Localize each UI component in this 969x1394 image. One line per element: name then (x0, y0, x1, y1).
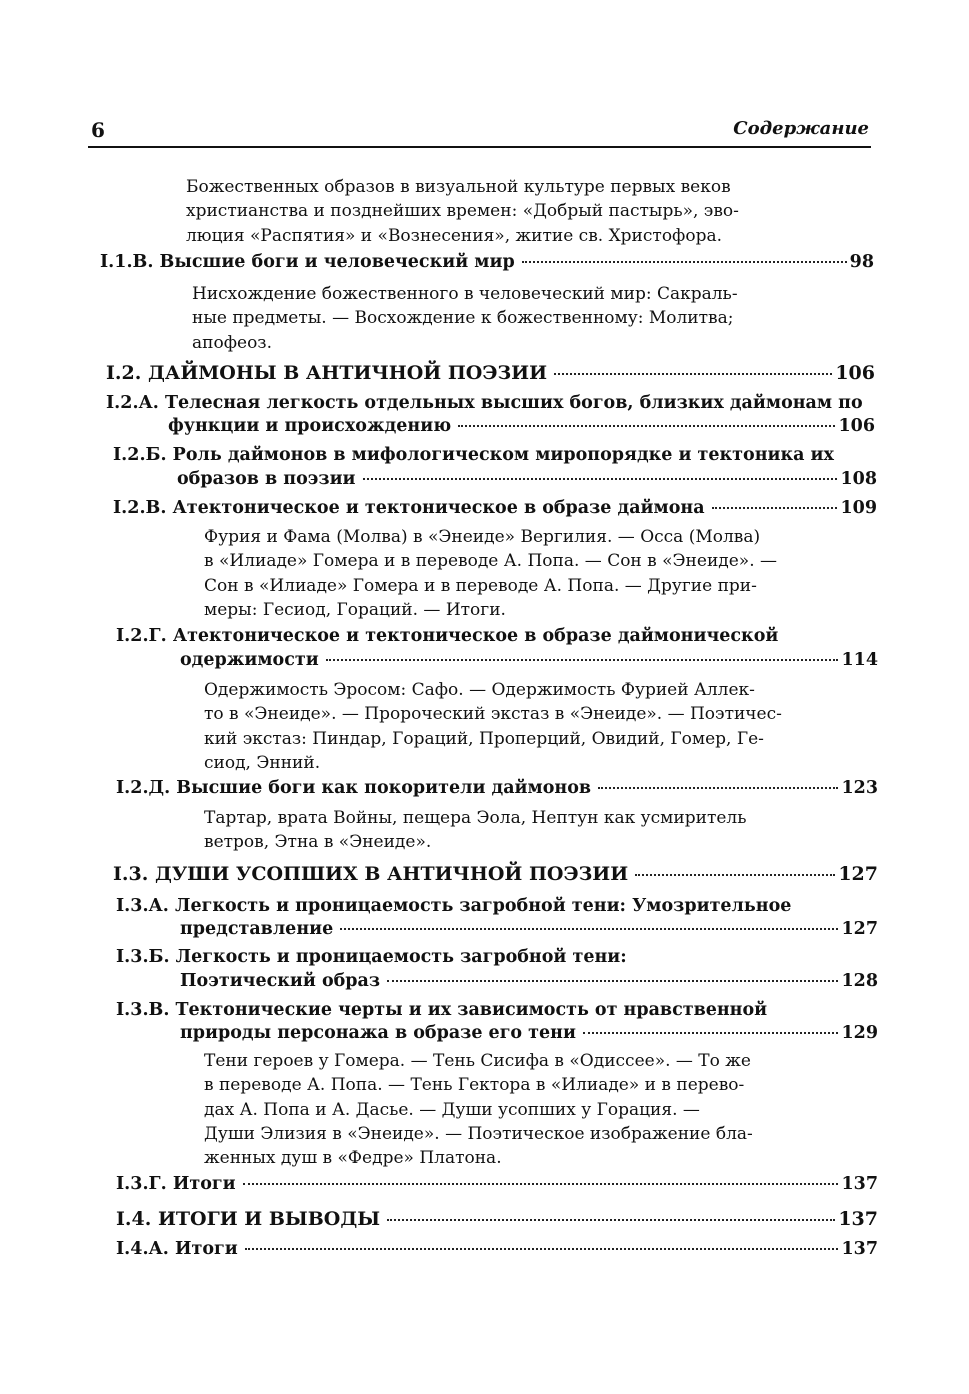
toc-entry-label: I.1.В. Высшие боги и человеческий мир (100, 252, 515, 272)
annotation-line: кий экстаз: Пиндар, Гораций, Проперций, Овидий, Гомер, Ге- (204, 728, 764, 749)
toc-section-label: I.2. ДАЙМОНЫ В АНТИЧНОЙ ПОЭЗИИ (106, 362, 548, 384)
toc-entry-i4a[interactable] (116, 1237, 878, 1261)
toc-section-i3[interactable] (113, 862, 878, 886)
toc-entry-page: 137 (841, 1239, 878, 1259)
toc-entry-i3a-label[interactable]: I.3.А. Легкость и проницаемость загробной тени: Умозрительное (116, 896, 792, 916)
toc-entry-label: представление (180, 919, 334, 939)
leader-dots (635, 874, 835, 876)
toc-entry-i2v[interactable] (113, 496, 877, 520)
toc-entry-i3v-label[interactable]: I.3.В. Тектонические черты и их зависимость от нравственной (116, 1000, 768, 1020)
toc-section-i4[interactable] (116, 1207, 878, 1231)
toc-entry-i2a[interactable] (168, 414, 875, 438)
toc-section-label: I.4. ИТОГИ И ВЫВОДЫ (116, 1208, 381, 1230)
leader-dots (583, 1032, 839, 1034)
leader-dots (712, 507, 838, 509)
annotation-line: ветров, Этна в «Энеиде». (204, 832, 432, 853)
toc-entry-i3a[interactable] (180, 917, 878, 941)
annotation-line: Сон в «Илиаде» Гомера и в переводе А. Попа. — Другие при- (204, 575, 757, 596)
toc-entry-page: 114 (841, 650, 878, 670)
leader-dots (387, 1219, 835, 1221)
toc-entry-label: I.3.Г. Итоги (116, 1174, 236, 1194)
leader-dots (363, 478, 838, 480)
leader-dots (326, 659, 839, 661)
toc-entry-i2a-label[interactable]: I.2.А. Телесная легкость отдельных высших богов, близких даймонам по (106, 393, 863, 413)
leader-dots (522, 261, 847, 263)
leader-dots (554, 373, 832, 375)
annotation-line: Тени героев у Гомера. — Тень Сисифа в «Одиссее». — То же (204, 1051, 751, 1071)
annotation-line: дах А. Попа и А. Дасье. — Души усопших у Горация. — (204, 1099, 700, 1120)
toc-entry-i2b-label[interactable]: I.2.Б. Роль даймонов в мифологическом миропорядке и тектоника их (113, 445, 834, 465)
annotation-i2g (204, 678, 782, 775)
toc-entry-page: 129 (841, 1023, 878, 1043)
toc-section-i2[interactable] (106, 361, 875, 385)
annotation-line: в «Илиаде» Гомера и в переводе А. Попа. — Сон в «Энеиде». — (204, 551, 778, 572)
leader-dots (598, 787, 838, 789)
toc-entry-label: функции и происхождению (168, 416, 452, 436)
annotation-line: Фурия и Фама (Молва) в «Энеиде» Вергилия. — Осса (Молва) (204, 527, 761, 547)
toc-entry-page: 109 (840, 498, 877, 518)
annotation-i1v (192, 282, 738, 355)
toc-entry-i2g[interactable] (180, 648, 878, 672)
leader-dots (340, 928, 838, 930)
toc-entry-page: 106 (838, 416, 875, 436)
toc-entry-i2d[interactable] (116, 776, 878, 800)
annotation-line: в переводе А. Попа. — Тень Гектора в «Илиаде» и в перево- (204, 1075, 745, 1096)
annotation-intro (186, 175, 739, 248)
annotation-line: женных душ в «Федре» Платона. (204, 1148, 502, 1169)
toc-entry-page: 128 (841, 971, 878, 991)
toc-section-page: 137 (838, 1208, 878, 1230)
annotation-line: Божественных образов в визуальной культуре первых веков (186, 177, 731, 197)
annotation-line: меры: Гесиод, Гораций. — Итоги. (204, 599, 506, 620)
toc-entry-page: 108 (840, 469, 877, 489)
toc-entry-page: 137 (841, 1174, 878, 1194)
leader-dots (243, 1183, 839, 1185)
toc-entry-i1v[interactable] (100, 250, 874, 274)
annotation-i3v (204, 1049, 753, 1170)
toc-entry-i3v[interactable] (180, 1021, 878, 1045)
annotation-line: христианства и позднейших времен: «Добрый пастырь», эво- (186, 201, 739, 222)
toc-entry-page: 127 (841, 919, 878, 939)
toc-entry-label: одержимости (180, 650, 319, 670)
toc-section-label: I.3. ДУШИ УСОПШИХ В АНТИЧНОЙ ПОЭЗИИ (113, 863, 629, 885)
annotation-line: сиод, Энний. (204, 752, 321, 773)
leader-dots (245, 1248, 839, 1250)
toc-entry-page: 98 (849, 252, 874, 272)
annotation-line: апофеоз. (192, 332, 272, 353)
running-title: Содержание (733, 118, 869, 139)
annotation-line: Тартар, врата Войны, пещера Эола, Нептун как усмиритель (204, 808, 747, 828)
annotation-line: Души Элизия в «Энеиде». — Поэтическое изображение бла- (204, 1123, 753, 1144)
annotation-line: люция «Распятия» и «Вознесения», житие св. Христофора. (186, 225, 723, 246)
toc-section-page: 127 (838, 863, 878, 885)
annotation-i2d (204, 806, 746, 855)
toc-entry-label: образов в поэзии (177, 469, 356, 489)
annotation-line: Нисхождение божественного в человеческий мир: Сакраль- (192, 284, 738, 304)
toc-entry-label: Поэтический образ (180, 971, 381, 991)
toc-entry-i3b-label[interactable]: I.3.Б. Легкость и проницаемость загробной тени: (116, 947, 627, 967)
leader-dots (387, 980, 838, 982)
toc-entry-i3g[interactable] (116, 1172, 878, 1196)
toc-entry-i2b[interactable] (177, 467, 877, 491)
toc-entry-i3b[interactable] (180, 969, 878, 993)
annotation-i2v (204, 525, 777, 622)
toc-entry-label: I.2.Д. Высшие боги как покорители даймонов (116, 778, 592, 798)
toc-section-page: 106 (835, 362, 875, 384)
toc-entry-label: I.2.В. Атектоническое и тектоническое в образе даймона (113, 498, 705, 518)
annotation-line: ные предметы. — Восхождение к божественному: Молитва; (192, 308, 734, 329)
toc-entry-label: I.4.А. Итоги (116, 1239, 238, 1259)
page-header (88, 112, 871, 148)
toc-entry-page: 123 (841, 778, 878, 798)
toc-entry-i2g-label[interactable]: I.2.Г. Атектоническое и тектоническое в образе даймонической (116, 626, 779, 646)
leader-dots (458, 425, 835, 427)
toc-entry-label: природы персонажа в образе его тени (180, 1023, 576, 1043)
annotation-line: то в «Энеиде». — Пророческий экстаз в «Энеиде». — Поэтичес- (204, 704, 782, 725)
page-number: 6 (91, 118, 105, 142)
annotation-line: Одержимость Эросом: Сафо. — Одержимость Фурией Аллек- (204, 680, 755, 700)
